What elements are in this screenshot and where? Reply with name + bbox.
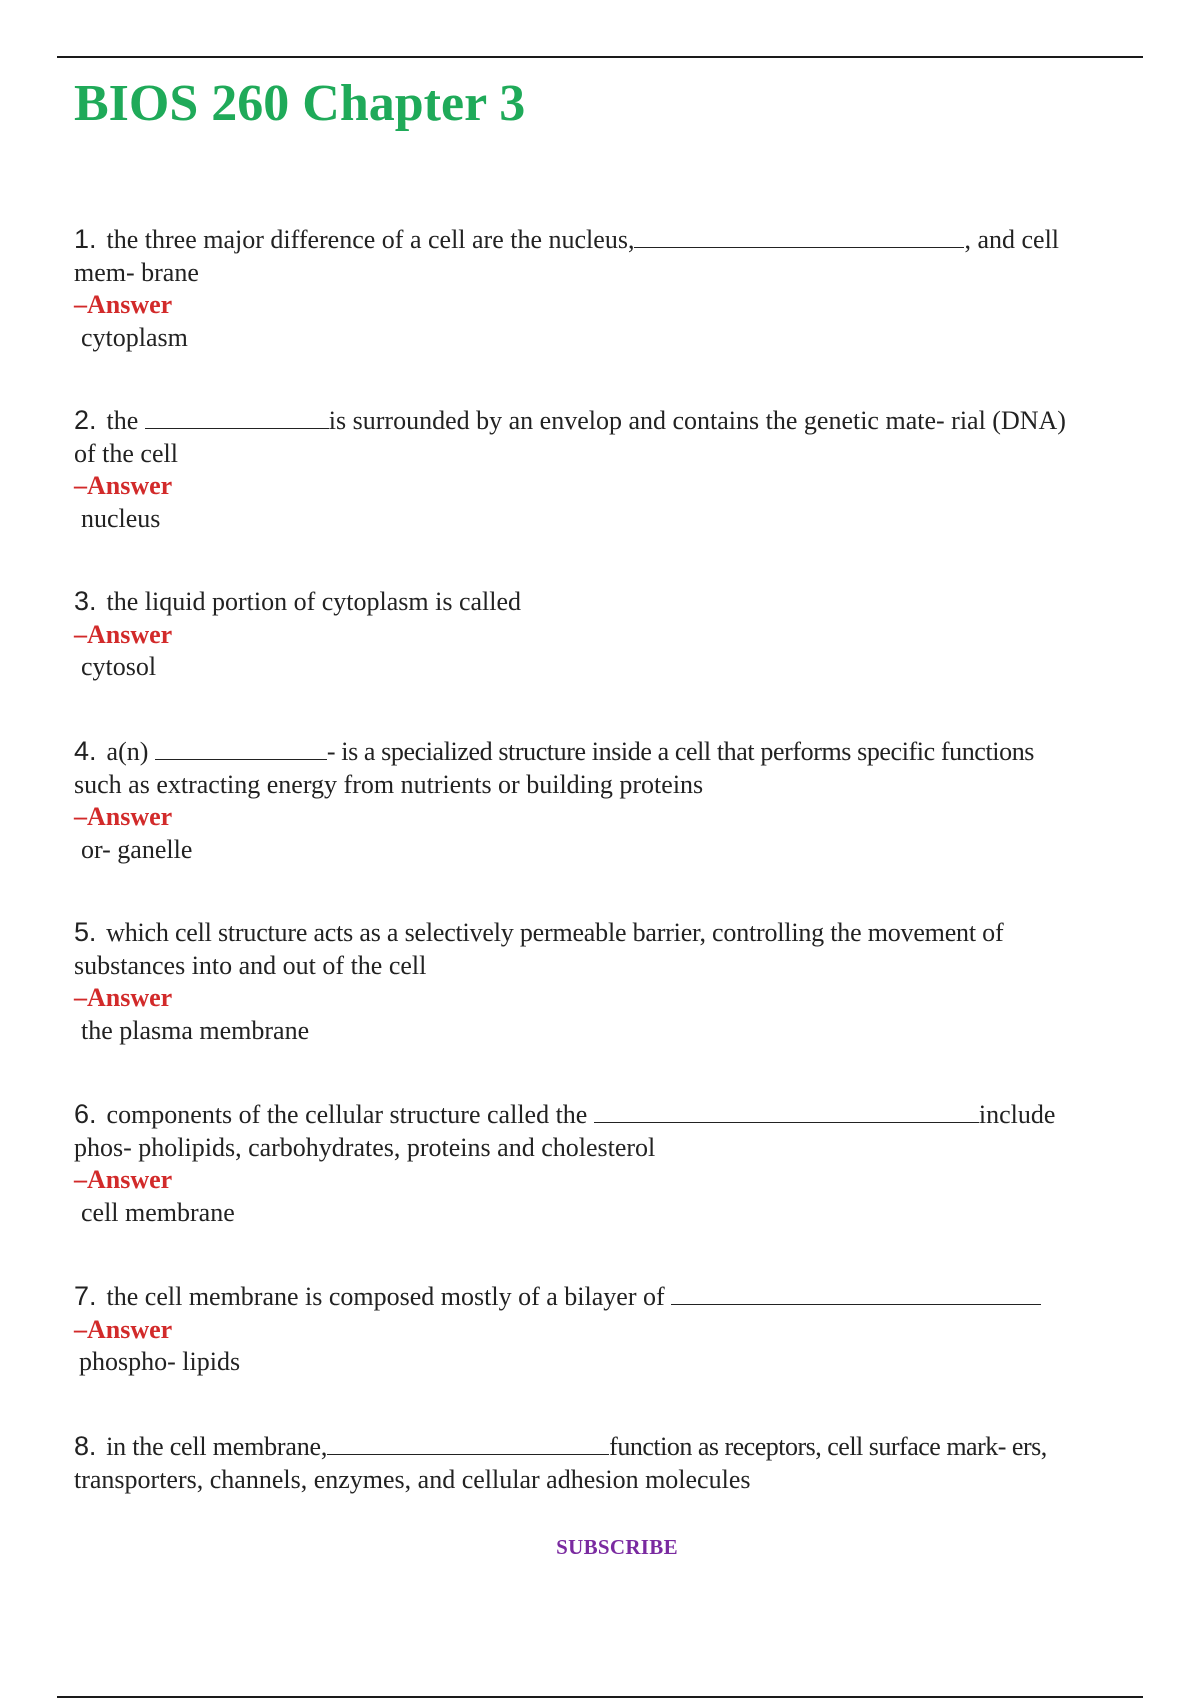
question-text: in the cell membrane, [106,1432,328,1461]
question-item [74,223,1140,354]
question-item [74,1280,1140,1379]
answer-label: –Answer [74,1314,173,1344]
answer-blank [155,737,327,760]
question-number: 5. [74,917,97,947]
question-item [74,585,1140,684]
answer-blank [671,1282,1041,1305]
document-title: BIOS 260 Chapter 3 [74,75,526,132]
question-text-after-blank: - is a specialized structure inside a cell that performs specific functions [326,737,1035,766]
question-line [74,585,1140,619]
question-item [74,735,1140,866]
answer-label: –Answer [74,471,173,500]
subscribe-link[interactable]: SUBSCRIBE [556,1535,678,1559]
question-line [74,735,1140,769]
answer-text: cytosol [81,652,157,681]
answer-text: nucleus [81,503,161,533]
answer-blank [327,1432,609,1455]
question-number: 4. [74,736,97,766]
question-item [74,1098,1140,1229]
question-item [74,916,1140,1047]
answer-label: –Answer [74,1165,173,1194]
question-number: 7. [74,1281,97,1311]
question-text-continued: phos- pholipids, carbohydrates, proteins and cholesterol [74,1132,656,1162]
question-number: 3. [74,586,97,616]
question-number: 6. [74,1099,97,1129]
question-line [74,404,1140,438]
question-text: the cell membrane is composed mostly of a bilayer of [106,1282,665,1311]
answer-blank [594,1100,979,1123]
question-text: which cell structure acts as a selectively permeable barrier, controlling the movement of [106,918,1004,947]
answer-text: cytoplasm [81,322,188,352]
question-text: the liquid portion of cytoplasm is called [106,587,522,616]
question-text-continued: such as extracting energy from nutrients or building proteins [74,769,704,799]
answer-text: the plasma membrane [81,1015,310,1045]
question-text-after-blank: , and cell [964,225,1060,254]
question-item [74,1430,1140,1496]
question-line [74,223,1140,257]
question-text: the three major difference of a cell are the nucleus, [106,225,635,254]
answer-text: phospho- lipids [79,1347,241,1376]
question-text: a(n) [106,737,149,766]
question-text-continued: of the cell [74,438,178,468]
bottom-rule [57,1696,1143,1698]
top-rule [57,56,1143,58]
answer-text: cell membrane [81,1197,235,1227]
question-text-after-blank: include [978,1100,1056,1129]
question-line [74,916,1140,950]
answer-label: –Answer [74,802,173,831]
question-line [74,1280,1140,1314]
question-text: components of the cellular structure called the [106,1100,588,1129]
question-item [74,404,1140,535]
question-line [74,1430,1140,1464]
question-text-after-blank: function as receptors, cell surface mark- ers, [609,1432,1047,1461]
question-text-continued: substances into and out of the cell [74,950,427,980]
answer-blank [145,406,329,429]
answer-blank [634,225,964,248]
question-text: the [106,406,139,435]
question-number: 2. [74,405,97,435]
question-text-continued: mem- brane [74,257,199,287]
answer-text: or- ganelle [81,834,193,864]
question-number: 1. [74,224,97,254]
answer-label: –Answer [74,983,173,1012]
question-line [74,1098,1140,1132]
question-text-after-blank: is surrounded by an envelop and contains the genetic mate- rial (DNA) [328,406,1066,435]
answer-label: –Answer [74,619,173,649]
question-number: 8. [74,1431,97,1461]
answer-label: –Answer [74,290,173,319]
question-text-continued: transporters, channels, enzymes, and cellular adhesion molecules [74,1464,751,1494]
